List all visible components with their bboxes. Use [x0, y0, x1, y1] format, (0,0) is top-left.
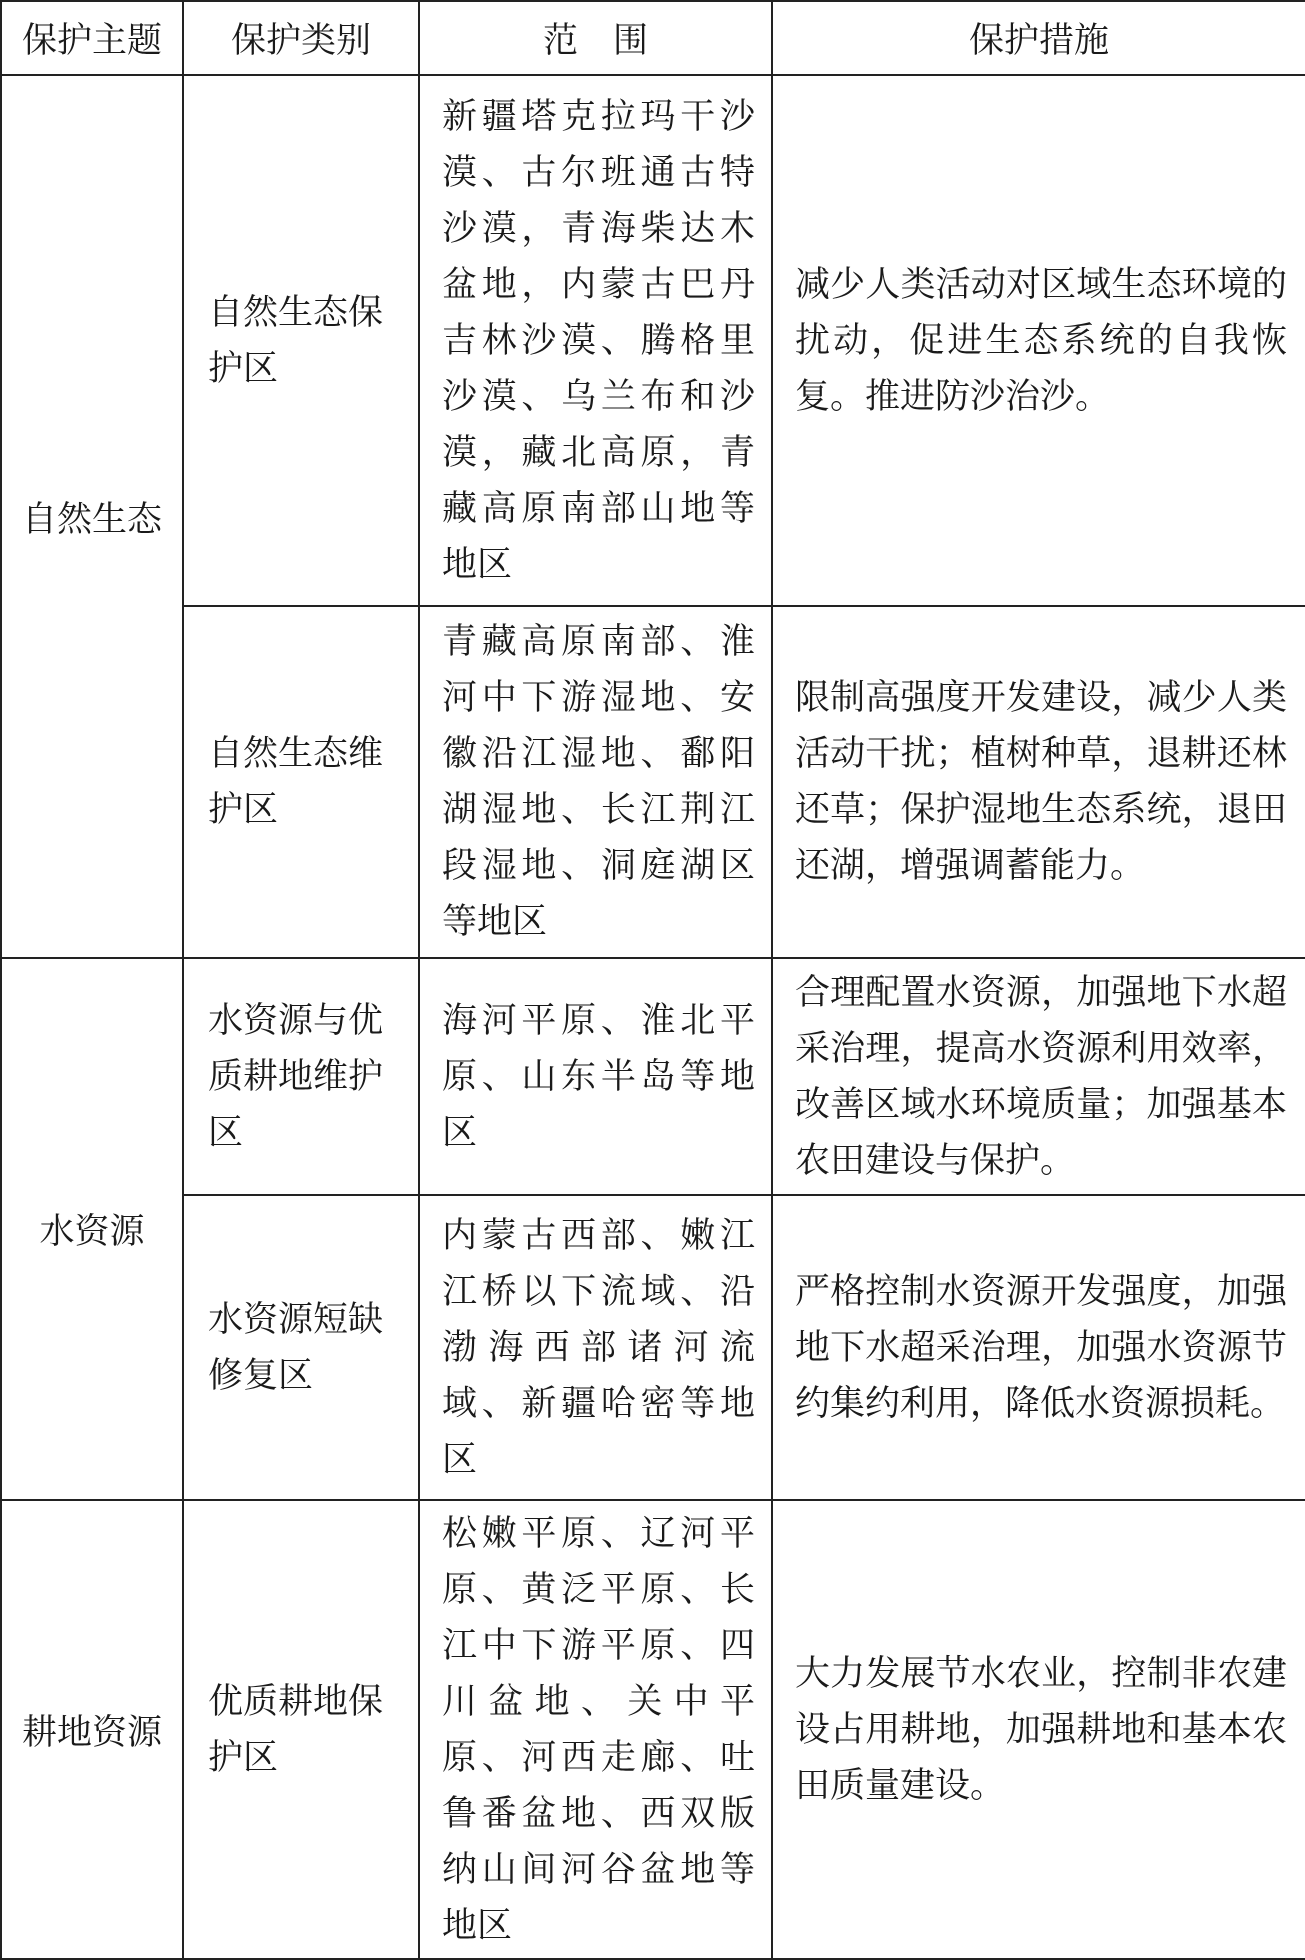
scope-cell: 海河平原、淮北平原、山东半岛等地区	[419, 958, 772, 1195]
category-cell: 自然生态保护区	[183, 75, 419, 606]
header-category: 保护类别	[183, 1, 419, 75]
table-row	[1, 1195, 1305, 1500]
table-row	[1, 958, 1305, 1195]
measures-cell: 大力发展节水农业，控制非农建设占用耕地，加强耕地和基本农田质量建设。	[772, 1500, 1305, 1959]
category-cell: 水资源短缺修复区	[183, 1195, 419, 1500]
measures-cell: 严格控制水资源开发强度，加强地下水超采治理，加强水资源节约集约利用，降低水资源损耗。	[772, 1195, 1305, 1500]
scope-cell: 内蒙古西部、嫩江江桥以下流域、沿渤海西部诸河流域、新疆哈密等地区	[419, 1195, 772, 1500]
category-cell: 水资源与优质耕地维护区	[183, 958, 419, 1195]
measures-cell: 减少人类活动对区域生态环境的扰动，促进生态系统的自我恢复。推进防沙治沙。	[772, 75, 1305, 606]
header-measures: 保护措施	[772, 1, 1305, 75]
header-theme: 保护主题	[1, 1, 183, 75]
measures-cell: 合理配置水资源，加强地下水超采治理，提高水资源利用效率，改善区域水环境质量；加强基本农田建设与保护。	[772, 958, 1305, 1195]
table-row	[1, 75, 1305, 606]
scope-cell: 新疆塔克拉玛干沙漠、古尔班通古特沙漠，青海柴达木盆地，内蒙古巴丹吉林沙漠、腾格里沙漠、乌兰布和沙漠，藏北高原，青藏高原南部山地等地区	[419, 75, 772, 606]
theme-cell: 耕地资源	[1, 1500, 183, 1959]
table-row	[1, 1500, 1305, 1959]
scope-cell: 松嫩平原、辽河平原、黄泛平原、长江中下游平原、四川盆地、关中平原、河西走廊、吐鲁番盆地、西双版纳山间河谷盆地等地区	[419, 1500, 772, 1959]
header-row	[1, 1, 1305, 75]
theme-cell: 水资源	[1, 958, 183, 1500]
theme-cell: 自然生态	[1, 75, 183, 958]
measures-cell: 限制高强度开发建设，减少人类活动干扰；植树种草，退耕还林还草；保护湿地生态系统，退田还湖，增强调蓄能力。	[772, 606, 1305, 958]
category-cell: 优质耕地保护区	[183, 1500, 419, 1959]
table-row	[1, 606, 1305, 958]
category-cell: 自然生态维护区	[183, 606, 419, 958]
scope-cell: 青藏高原南部、淮河中下游湿地、安徽沿江湿地、鄱阳湖湿地、长江荆江段湿地、洞庭湖区等地区	[419, 606, 772, 958]
header-scope: 范 围	[419, 1, 772, 75]
